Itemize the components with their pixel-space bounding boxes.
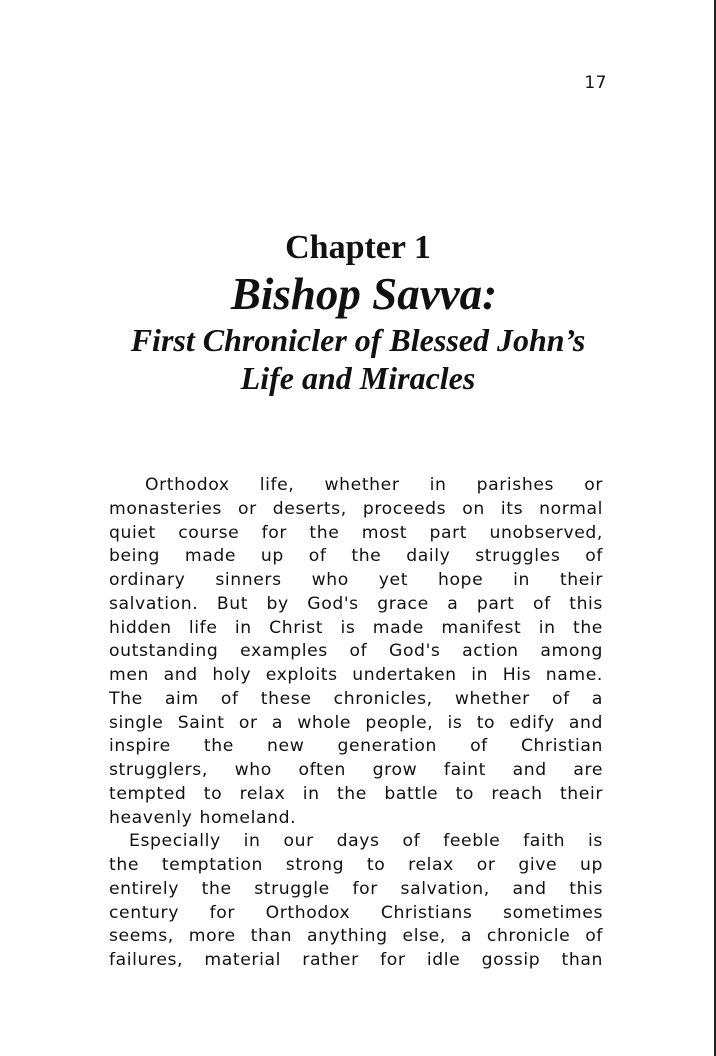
body-line: the temptation strong to relax or give up — [109, 855, 603, 875]
body-line: inspire the new generation of Christian — [109, 736, 603, 757]
body-line: strugglers, who often grow faint and are — [109, 760, 603, 780]
body-line: century for Orthodox Christians sometimes — [109, 902, 603, 923]
body-text — [109, 474, 603, 973]
body-line: hidden life in Christ is made manifest in the — [109, 617, 603, 638]
body-line: being made up of the daily struggles of — [109, 546, 603, 567]
body-line: men and holy exploits undertaken in His name. — [109, 665, 603, 685]
chapter-label: Chapter 1 — [285, 229, 431, 266]
chapter-subtitle-line-1: First Chronicler of Blessed John’s — [130, 322, 586, 358]
chapter-title: Bishop Savva: — [230, 269, 498, 319]
body-line: seems, more than anything else, a chronicle of — [109, 926, 603, 947]
body-line: entirely the struggle for salvation, and this — [109, 878, 603, 899]
body-line: The aim of these chronicles, whether of a — [109, 688, 603, 709]
page-number: 17 — [584, 73, 607, 93]
body-line: quiet course for the most part unobserved, — [109, 522, 603, 543]
body-line: failures, material rather for idle gossip than — [109, 950, 603, 970]
chapter-subtitle-line-2: Life and Miracles — [240, 360, 476, 396]
body-line: monasteries or deserts, proceeds on its normal — [109, 498, 603, 519]
body-line: single Saint or a whole people, is to edify and — [109, 712, 603, 733]
chapter-heading — [0, 228, 716, 396]
body-line: ordinary sinners who yet hope in their — [109, 570, 603, 590]
body-line: outstanding examples of God's action among — [109, 641, 603, 662]
body-line: heavenly homeland. — [109, 807, 297, 828]
body-line: Orthodox life, whether in parishes or — [145, 475, 603, 495]
body-line: salvation. But by God's grace a part of this — [109, 593, 603, 614]
body-line: tempted to relax in the battle to reach their — [109, 783, 603, 804]
body-line: Especially in our days of feeble faith is — [129, 831, 603, 852]
